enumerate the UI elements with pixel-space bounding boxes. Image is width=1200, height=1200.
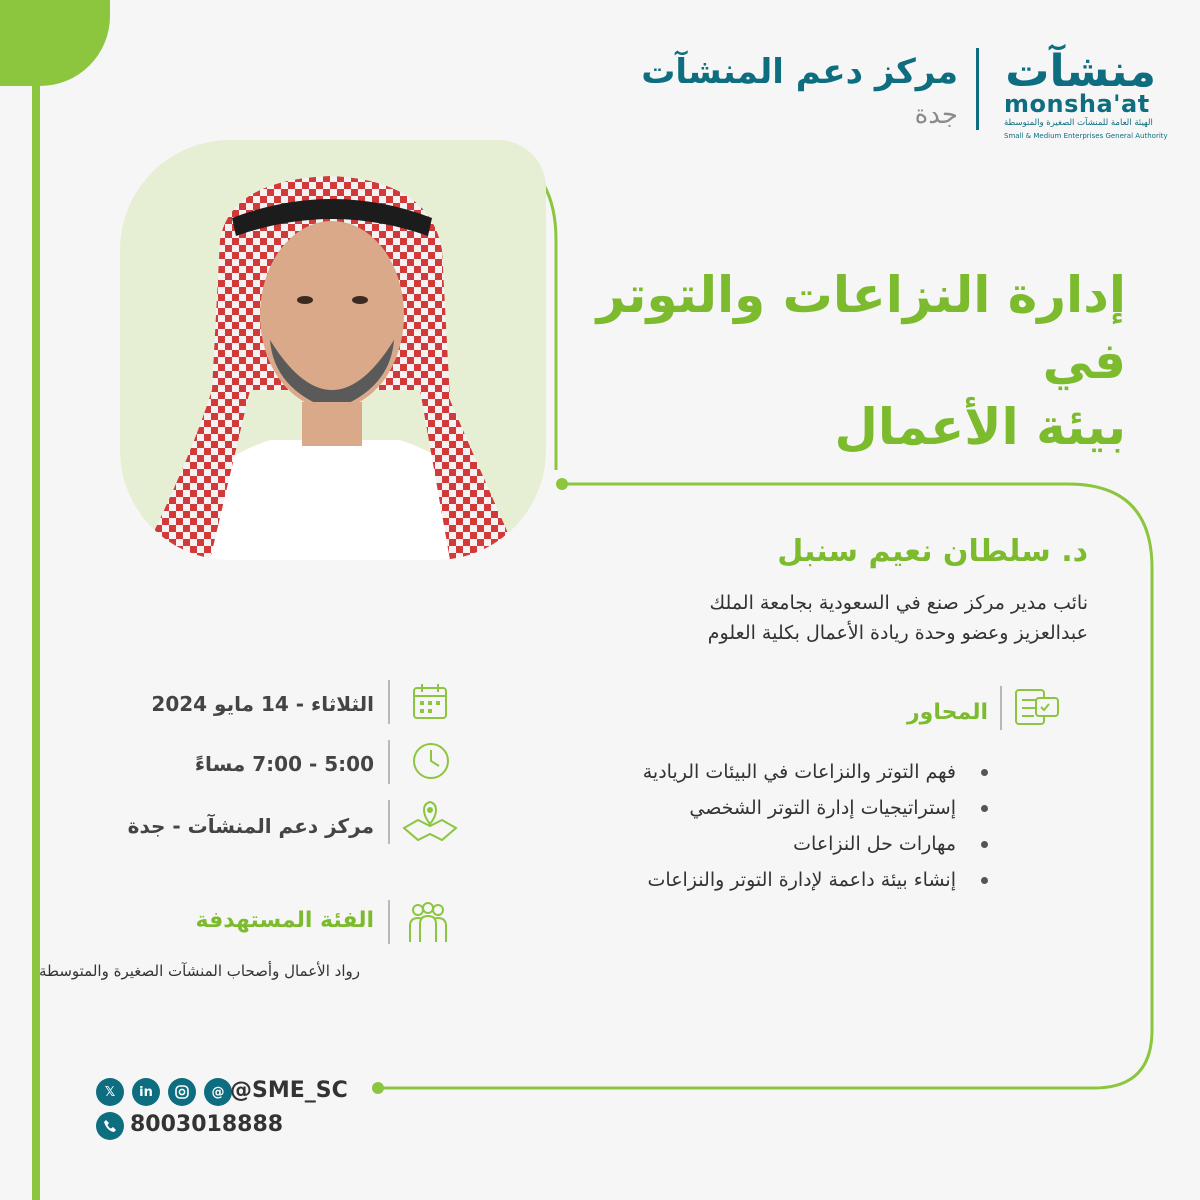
center-name: مركز دعم المنشآت [641,52,958,92]
phone-number[interactable]: 8003018888 [130,1112,284,1137]
target-divider [388,900,390,944]
x-icon[interactable]: 𝕏 [96,1078,124,1106]
center-city: جدة [914,100,958,130]
event-title-line1: إدارة النزاعات والتوتر في [596,266,1126,390]
agenda-divider [1000,686,1002,730]
speaker-photo [120,140,546,560]
agenda-title: المحاور [906,700,988,725]
logo-subtitle-arabic: الهيئة العامة للمنشآت الصغيرة والمتوسطة [1004,118,1153,128]
threads-icon[interactable]: @ [204,1078,232,1106]
agenda-item: إستراتيجيات إدارة التوتر الشخصي [428,790,988,826]
calendar-icon [410,682,450,722]
event-time: 5:00 - 7:00 مساءً [194,752,374,776]
target-audience-title: الفئة المستهدفة [195,908,374,933]
location-icon [400,796,460,844]
agenda-item: مهارات حل النزاعات [428,826,988,862]
audience-icon [404,900,452,944]
agenda-item: إنشاء بيئة داعمة لإدارة التوتر والنزاعات [428,862,988,898]
logo-subtitle-english: Small & Medium Enterprises General Authority [1004,132,1168,140]
event-title [506,262,1126,460]
speaker-role [528,588,1088,648]
target-audience-description: رواد الأعمال وأصحاب المنشآت الصغيرة والمتوسطة [38,962,360,980]
event-date: الثلاثاء - 14 مايو 2024 [151,692,374,716]
header-divider [976,48,979,130]
logo-english: monsha'at [1004,90,1150,118]
clock-icon [410,740,452,782]
linkedin-icon[interactable]: in [132,1078,160,1106]
time-divider [388,740,390,784]
logo-arabic: منشآت [1005,46,1156,97]
social-icons [96,1078,232,1106]
social-handle[interactable]: @SME_SC [230,1078,348,1103]
phone-icon [96,1112,124,1140]
event-location: مركز دعم المنشآت - جدة [127,814,374,838]
event-title-line2: بيئة الأعمال [834,398,1126,456]
instagram-icon[interactable] [168,1078,196,1106]
agenda-icon [1014,684,1060,728]
agenda-list [428,754,988,898]
date-divider [388,680,390,724]
agenda-item: فهم التوتر والنزاعات في البيئات الريادية [428,754,988,790]
speaker-role-line1: نائب مدير مركز صنع في السعودية بجامعة الملك [709,592,1088,614]
location-divider [388,800,390,844]
speaker-role-line2: عبدالعزيز وعضو وحدة ريادة الأعمال بكلية العلوم [707,622,1088,644]
speaker-name: د. سلطان نعيم سنبل [777,534,1088,569]
